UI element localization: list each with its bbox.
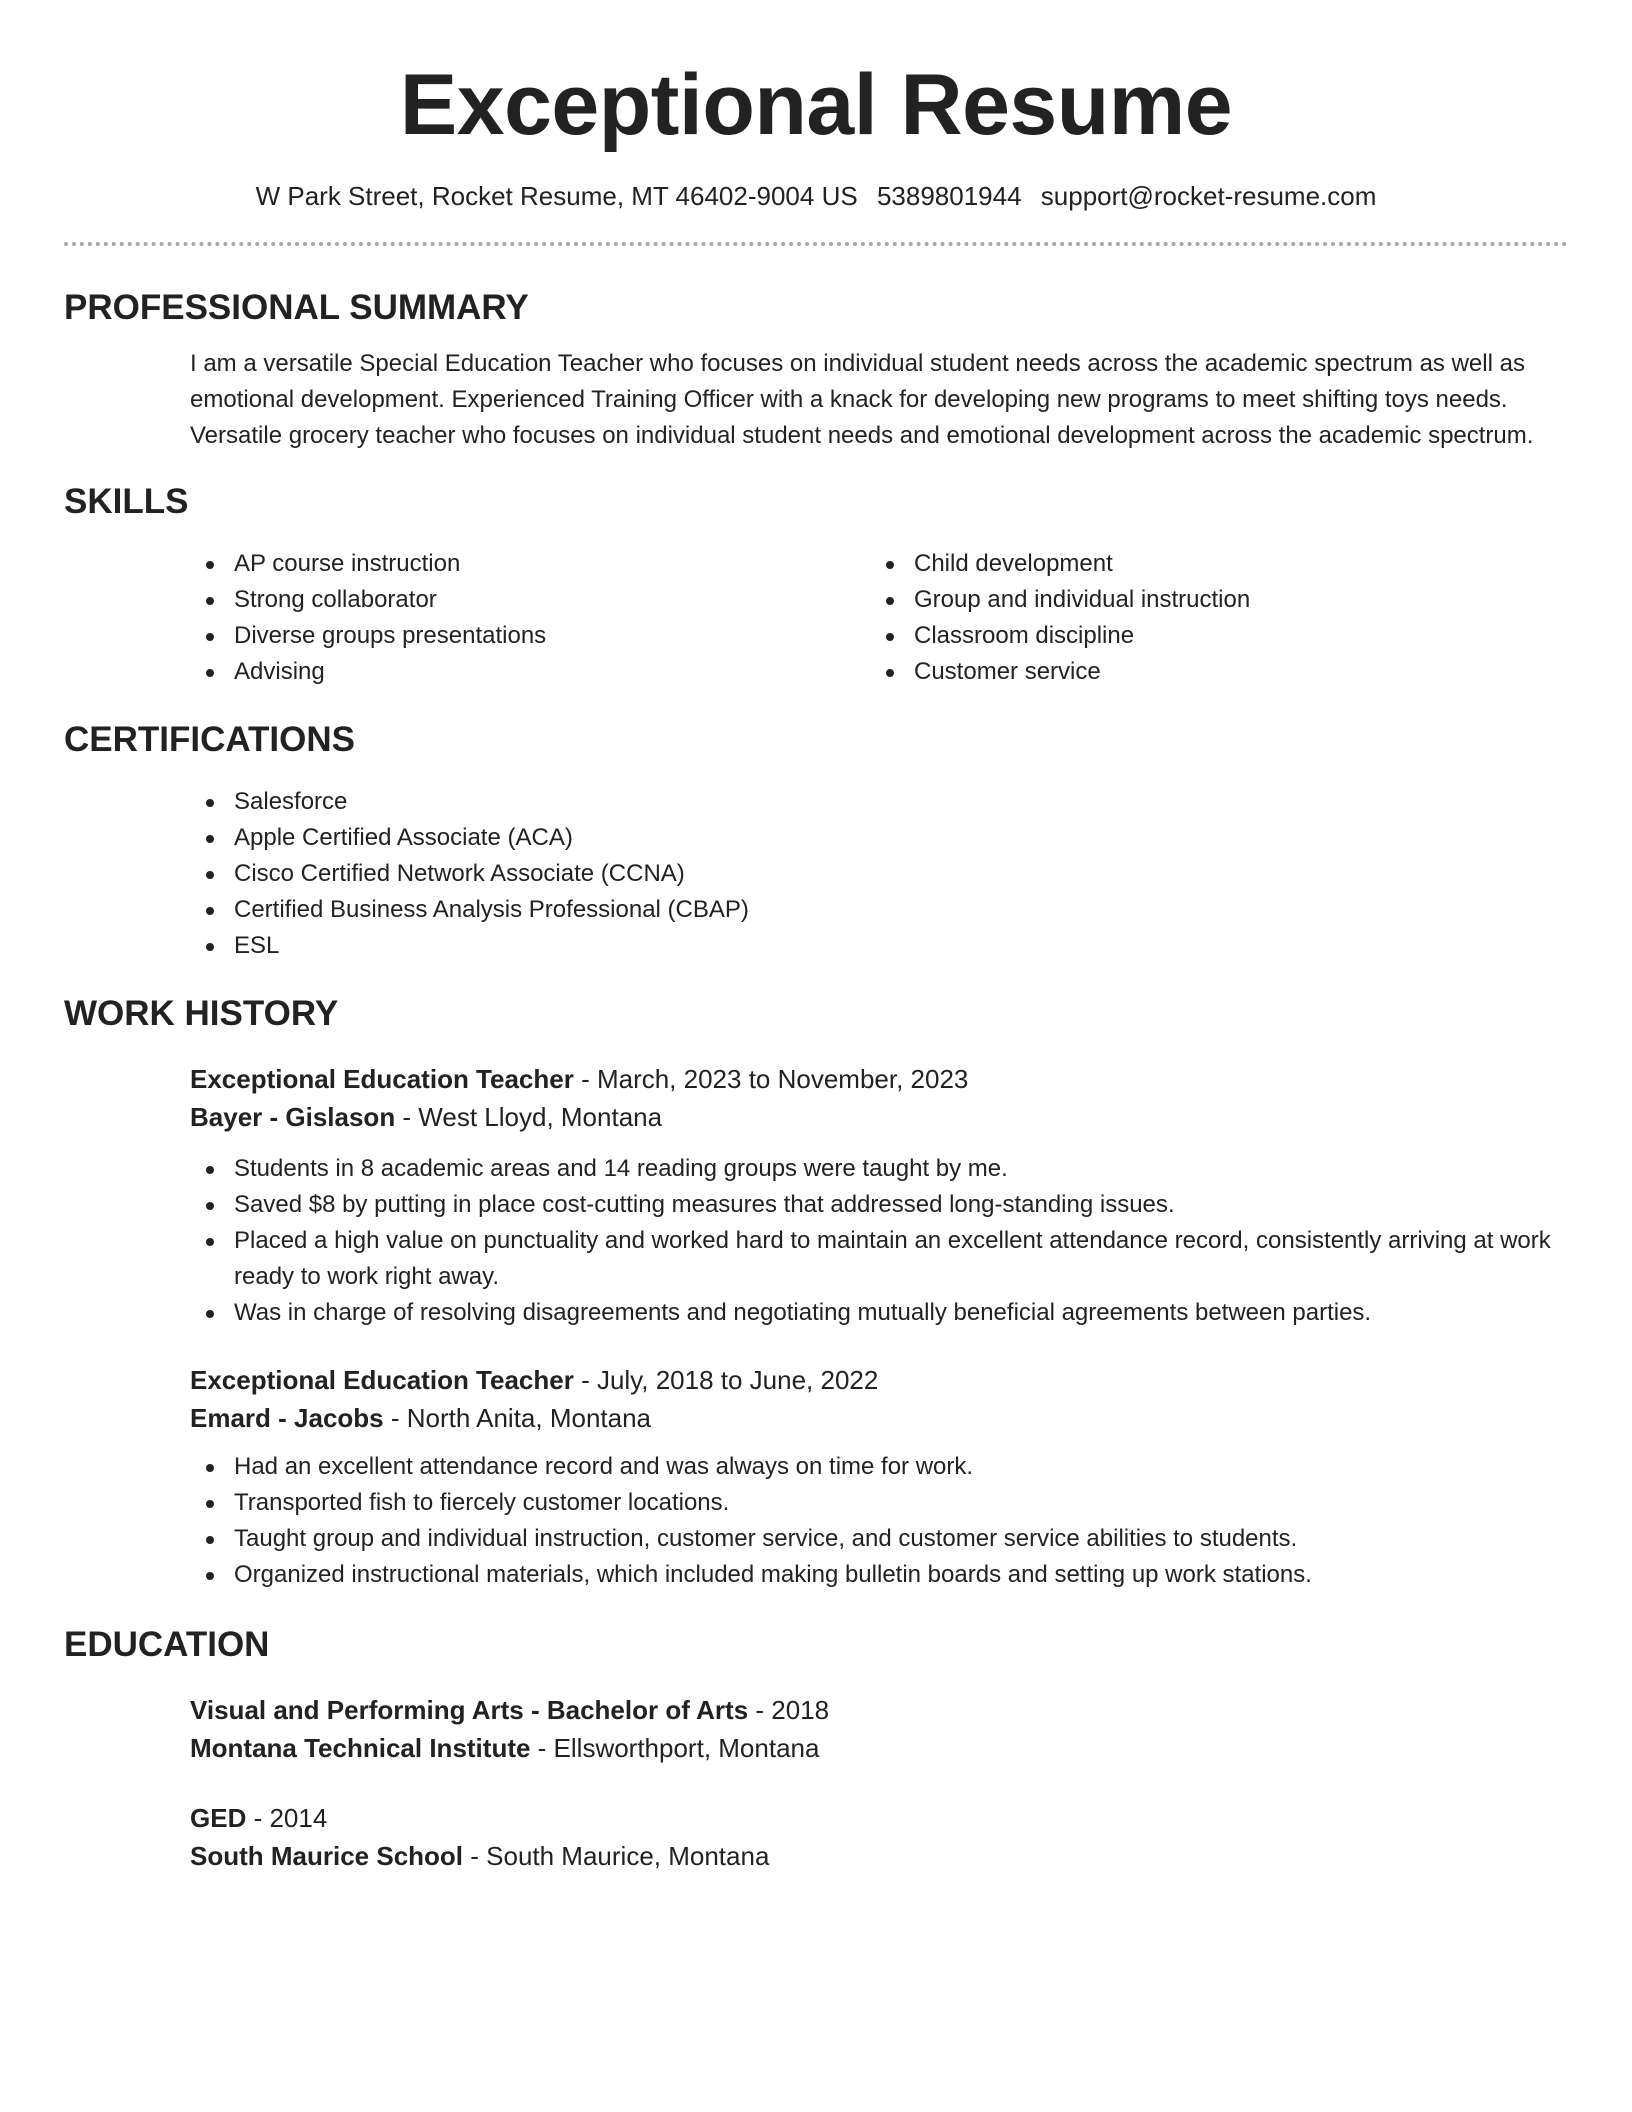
resume-name: Exceptional Resume (399, 57, 1233, 153)
education-heading: EDUCATION (64, 1625, 270, 1664)
header-divider (64, 242, 1568, 246)
work-heading: WORK HISTORY (64, 994, 339, 1033)
job-bullet: Had an excellent attendance record and was always on time for work. (190, 1449, 1568, 1485)
skill-item: Advising (190, 654, 870, 690)
certification-item: Apple Certified Associate (ACA) (190, 820, 1568, 856)
job-role: Exceptional Education Teacher (190, 1064, 574, 1094)
job-company-line (190, 1399, 1568, 1437)
job-bullet: Placed a high value on punctuality and worked hard to maintain an excellent attendance record, consistently arriving at work ready to work right away. (190, 1223, 1568, 1295)
skill-item: Classroom discipline (870, 618, 1550, 654)
resume-page (64, 0, 1568, 1875)
education-degree: GED (190, 1803, 247, 1833)
certifications-heading: CERTIFICATIONS (64, 720, 356, 759)
certification-item: Certified Business Analysis Professional (CBAP) (190, 892, 1568, 928)
job-entry (190, 1361, 1568, 1593)
education-entry (190, 1691, 1568, 1767)
education-entry (190, 1799, 1568, 1875)
certification-item: Cisco Certified Network Associate (CCNA) (190, 856, 1568, 892)
education-location: - South Maurice, Montana (463, 1841, 770, 1871)
summary-text: I am a versatile Special Education Teacher who focuses on individual student needs across the academic spectrum as well as emotional development. Experienced Training Officer with a knack for developing new programs to meet shifting toys needs. Versatile grocery teacher who focuses on individual student needs and emotional development across the academic spectrum. (190, 350, 1534, 449)
job-location: - North Anita, Montana (383, 1403, 652, 1433)
certification-item: Salesforce (190, 784, 1568, 820)
job-company-line (190, 1098, 1568, 1136)
job-dates: - July, 2018 to June, 2022 (573, 1365, 879, 1395)
education-school: South Maurice School (190, 1841, 464, 1871)
job-company: Emard - Jacobs (190, 1403, 384, 1433)
job-bullets (190, 1151, 1568, 1331)
skill-item: Group and individual instruction (870, 582, 1550, 618)
education-school: Montana Technical Institute (190, 1733, 531, 1763)
education-year: - 2018 (748, 1695, 830, 1725)
certifications-list (190, 784, 1568, 964)
job-company: Bayer - Gislason (190, 1102, 396, 1132)
job-entry (190, 1060, 1568, 1331)
job-bullet: Transported fish to fiercely customer locations. (190, 1485, 1568, 1521)
job-dates: - March, 2023 to November, 2023 (573, 1064, 969, 1094)
job-title-line (190, 1361, 1568, 1399)
education-degree: Visual and Performing Arts - Bachelor of Arts (190, 1695, 749, 1725)
job-bullet: Taught group and individual instruction, customer service, and customer service abilities to students. (190, 1521, 1568, 1557)
contact-address: W Park Street, Rocket Resume, MT 46402-9004 US (255, 181, 858, 211)
job-title-line (190, 1060, 1568, 1098)
job-bullets (190, 1449, 1568, 1593)
education-degree-line (190, 1799, 1568, 1837)
education-school-line (190, 1837, 1568, 1875)
job-bullet: Organized instructional materials, which included making bulletin boards and setting up work stations. (190, 1557, 1568, 1593)
skills-list (190, 546, 1568, 690)
education-school-line (190, 1729, 1568, 1767)
summary-heading: PROFESSIONAL SUMMARY (64, 288, 529, 327)
job-role: Exceptional Education Teacher (190, 1365, 574, 1395)
job-bullet: Students in 8 academic areas and 14 reading groups were taught by me. (190, 1151, 1568, 1187)
skills-column-left (190, 546, 870, 690)
skills-heading: SKILLS (64, 482, 189, 521)
certification-item: ESL (190, 928, 1568, 964)
education-degree-line (190, 1691, 1568, 1729)
skills-column-right (870, 546, 1550, 690)
education-year: - 2014 (246, 1803, 328, 1833)
contact-phone: 5389801944 (876, 181, 1022, 211)
education-location: - Ellsworthport, Montana (530, 1733, 820, 1763)
job-bullet: Was in charge of resolving disagreements and negotiating mutually beneficial agreements between parties. (190, 1295, 1568, 1331)
skill-item: Child development (870, 546, 1550, 582)
skill-item: AP course instruction (190, 546, 870, 582)
skill-item: Diverse groups presentations (190, 618, 870, 654)
skill-item: Customer service (870, 654, 1550, 690)
skill-item: Strong collaborator (190, 582, 870, 618)
job-location: - West Lloyd, Montana (395, 1102, 663, 1132)
contact-line (64, 180, 1568, 212)
contact-email: support@rocket-resume.com (1040, 181, 1377, 211)
job-bullet: Saved $8 by putting in place cost-cutting measures that addressed long-standing issues. (190, 1187, 1568, 1223)
